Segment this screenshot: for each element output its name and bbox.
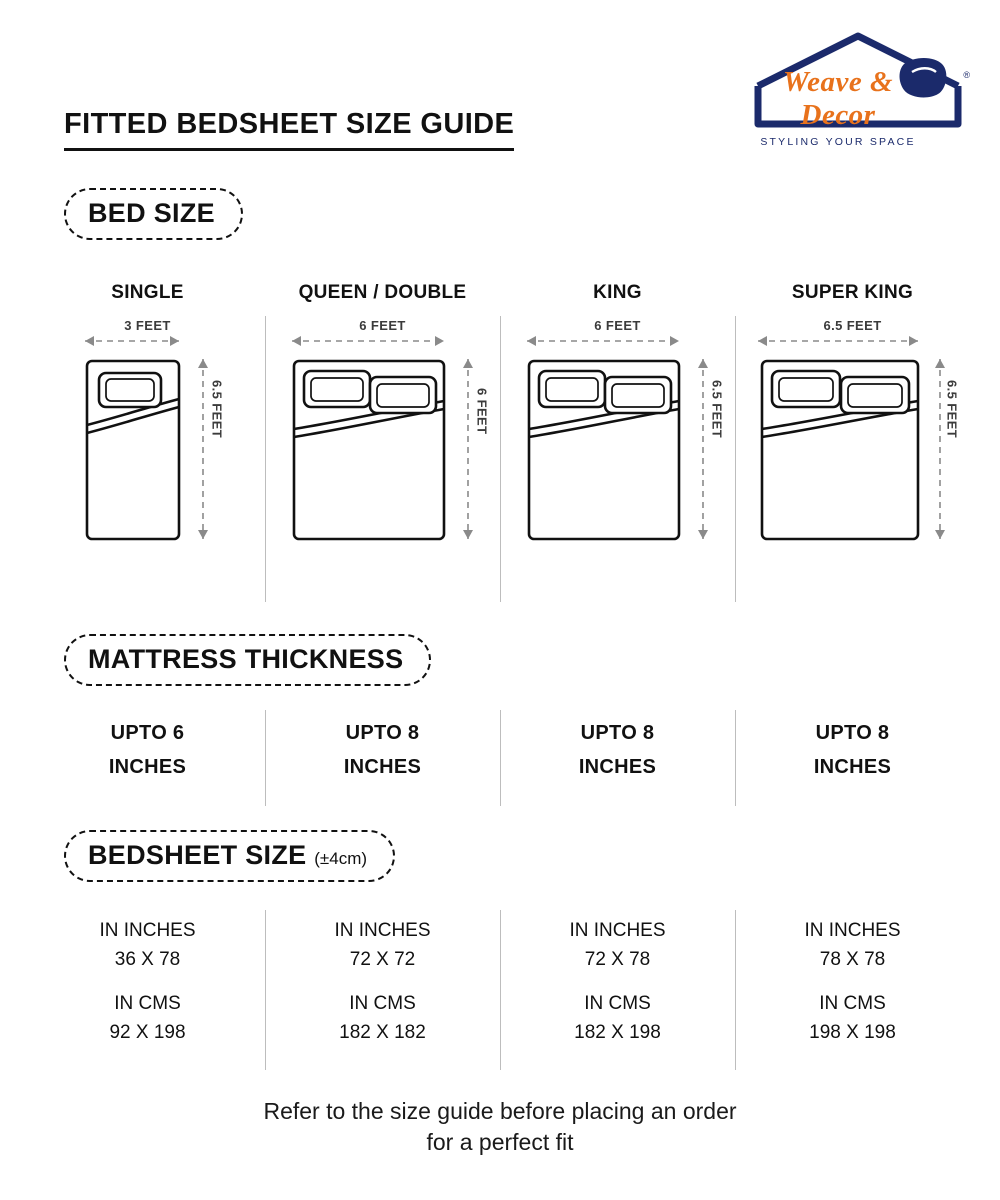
bedsheet-cell-queen-double [265,916,500,1048]
bedsheet-cms-head-super-king: IN CMS [819,992,886,1014]
mattress-cell-king [500,716,735,784]
bedsheet-cms-value-super-king: 198 X 198 [809,1022,896,1044]
mattress-thickness-king-line1: UPTO 8 [580,722,655,744]
bedsheet-inches-head-queen-double: IN INCHES [334,920,431,941]
section-heading-bedsheet-size-label: BEDSHEET SIZE [88,840,307,870]
mattress-thickness-queen-double-line2: INCHES [343,756,422,778]
mattress-cell-queen-double [265,716,500,784]
section-heading-mattress-thickness [64,634,431,686]
mattress-thickness-super-king-line2: INCHES [813,756,892,778]
mattress-thickness-queen-double-line1: UPTO 8 [345,722,420,744]
bedsheet-inches-value-super-king: 78 X 78 [819,949,886,971]
mattress-thickness-king-line2: INCHES [578,756,657,778]
bedsheet-inches-value-king: 72 X 78 [584,949,651,971]
bedsheet-cms-head-king: IN CMS [584,992,651,1014]
bed-illustration-king [513,318,723,568]
bed-size-row [30,282,970,568]
bed-width-label-king: 6 FEET [594,318,641,333]
section-heading-bedsheet-size [64,830,395,882]
bed-column-single-label: SINGLE [111,282,184,303]
bed-illustration-super-king [748,318,958,568]
bedsheet-cms-head-single: IN CMS [114,992,181,1014]
mattress-thickness-single-line1: UPTO 6 [110,722,185,744]
mattress-thickness-single-line2: INCHES [108,756,187,778]
mattress-cell-super-king [735,716,970,784]
bed-illustration-queen-double [278,318,488,568]
section-heading-bed-size-label: BED SIZE [88,198,215,228]
bed-diagram-king [513,333,723,563]
registered-mark: ® [963,70,970,80]
bed-column-single [30,282,265,568]
mattress-thickness-super-king-line1: UPTO 8 [815,722,890,744]
bed-diagram-single [73,333,223,563]
bedsheet-cms-head-queen-double: IN CMS [349,992,416,1014]
brand-name: Weave & Decor [782,66,894,131]
section-heading-bed-size [64,188,243,240]
bed-column-super-king [735,282,970,568]
bed-column-king [500,282,735,568]
brand-tagline: STYLING YOUR SPACE [760,136,916,148]
bedsheet-inches-head-super-king: IN INCHES [804,920,901,941]
bed-length-label-queen-double: 6 FEET [474,388,490,435]
bed-column-queen-double [265,282,500,568]
footer-note [0,1096,1000,1158]
bedsheet-cell-king [500,916,735,1048]
mattress-cell-single [30,716,265,784]
bed-length-label-super-king: 6.5 FEET [944,380,960,439]
bed-diagram-super-king [748,333,958,563]
brand-logo [750,28,970,148]
bed-column-king-label: KING [593,282,642,303]
bedsheet-cell-super-king [735,916,970,1048]
bed-column-queen-double-label: QUEEN / DOUBLE [298,282,467,303]
bedsheet-inches-head-single: IN INCHES [99,920,196,941]
bed-column-super-king-label: SUPER KING [791,282,914,303]
mattress-thickness-row [30,716,970,784]
bed-length-label-single: 6.5 FEET [209,380,225,439]
page-title: FITTED BEDSHEET SIZE GUIDE [64,108,514,151]
bedsheet-cms-value-single: 92 X 198 [109,1022,186,1044]
bedsheet-inches-value-queen-double: 72 X 72 [349,949,416,971]
bedsheet-cms-value-king: 182 X 198 [574,1022,661,1044]
footer-note-line1: Refer to the size guide before placing an order [263,1098,737,1124]
bed-diagram-queen-double [278,333,488,563]
section-heading-bedsheet-size-tolerance: (±4cm) [314,849,368,868]
bedsheet-cms-value-queen-double: 182 X 182 [339,1022,426,1044]
bed-width-label-super-king: 6.5 FEET [823,318,882,333]
bedsheet-inches-head-king: IN INCHES [569,920,666,941]
footer-note-line2: for a perfect fit [426,1129,574,1156]
bed-illustration-single [73,318,223,568]
bedsheet-inches-value-single: 36 X 78 [114,949,181,971]
bed-width-label-queen-double: 6 FEET [359,318,406,333]
bed-width-label-single: 3 FEET [124,318,171,333]
bed-length-label-king: 6.5 FEET [709,380,725,439]
section-heading-mattress-thickness-label: MATTRESS THICKNESS [88,644,404,674]
bedsheet-size-row [30,916,970,1048]
bedsheet-cell-single [30,916,265,1048]
